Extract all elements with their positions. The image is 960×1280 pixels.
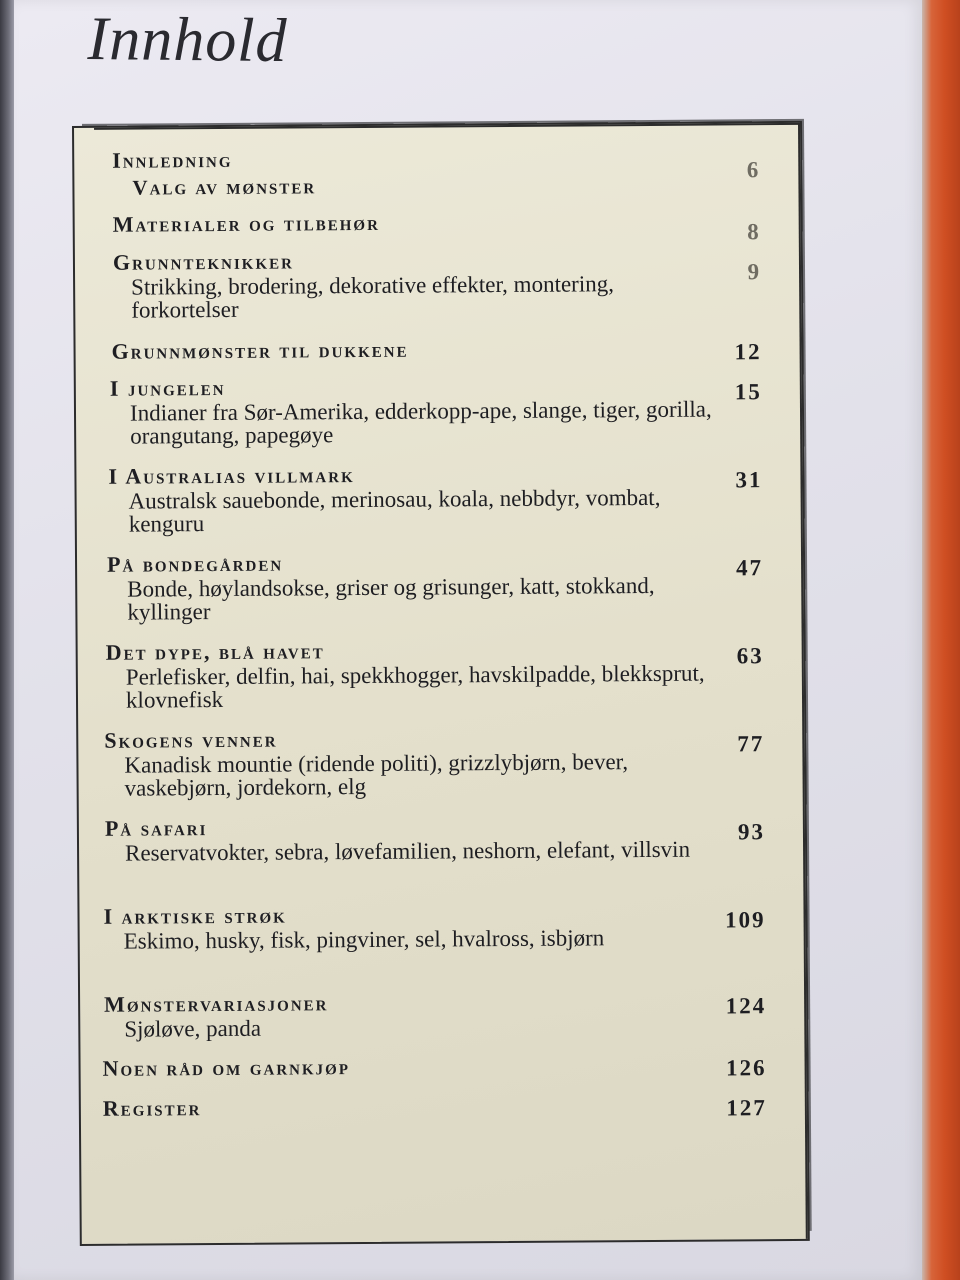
toc-entry-subtitle: Indianer fra Sør-Amerika, edderkopp-ape, slange, tiger, gorilla, orangutang, papegøye: [129, 396, 712, 449]
toc-entry-page: 124: [725, 993, 767, 1019]
toc-entry-title: Grunnteknikker: [112, 248, 295, 275]
toc-entry-title: Mønstervariasjoner: [104, 990, 329, 1017]
toc-entry: [74, 123, 800, 200]
toc-entry-subtitle: Australsk sauebonde, merinosau, koala, nebbdyr, vombat, kenguru: [128, 484, 661, 537]
toc-entry-title: Noen råd om garnkjøp: [102, 1054, 351, 1081]
table-of-contents: [72, 121, 810, 1246]
toc-entry-title: Innledning: [112, 146, 233, 173]
toc-entry-page: 93: [737, 819, 766, 845]
toc-entry-subtitle: Eskimo, husky, fisk, pingviner, sel, hvalross, isbjørn: [123, 925, 605, 954]
toc-entry-page: 47: [736, 555, 764, 581]
toc-entry-page: 15: [734, 379, 762, 405]
toc-entry-page: 77: [737, 731, 765, 757]
toc-entry-title: Materialer og tilbehør: [112, 209, 380, 237]
toc-entry-subtitle: Reservatvokter, sebra, løvefamilien, neshorn, elefant, villsvin: [124, 836, 691, 866]
page-title: Innhold: [87, 4, 288, 76]
toc-entry-page: 9: [747, 259, 762, 285]
toc-entry-title: På safari: [104, 815, 208, 841]
book-binding: [0, 0, 14, 1280]
toc-entry-page: 126: [726, 1055, 767, 1081]
toc-entry-title: Grunnmønster til dukkene: [111, 336, 409, 364]
toc-entry-subtitle: Bonde, høylandsokse, griser og grisunger, katt, stokkand, kyllinger: [127, 572, 655, 625]
toc-entry-page: 8: [747, 219, 761, 245]
toc-entry-page: 6: [746, 157, 761, 183]
book-page: [14, 0, 922, 1280]
toc-entry-subtitle: Sjøløve, panda: [124, 1015, 262, 1042]
toc-entry-title: I jungelen: [109, 374, 226, 401]
toc-entry-title: Register: [102, 1095, 202, 1121]
toc-entry-title: I arktiske strøk: [103, 902, 287, 929]
toc-entry-page: 12: [734, 339, 762, 365]
toc-entry-title: Skogens venner: [104, 726, 278, 753]
toc-entry-page: 127: [726, 1095, 767, 1121]
toc-entry-subtitle: Kanadisk mountie (ridende politi), grizzlybjørn, bever, vaskebjørn, jordekorn, elg: [124, 749, 629, 801]
book-cover-edge: [922, 0, 960, 1280]
toc-entry-page: 109: [724, 907, 766, 933]
toc-entry-title: I Australias villmark: [108, 462, 355, 489]
toc-entry-page: 31: [735, 467, 763, 493]
toc-entry-subtitle: Strikking, brodering, dekorative effekter, montering, forkortelser: [131, 271, 615, 323]
toc-entry-title: På bondegården: [106, 550, 284, 577]
toc-entry-subtitle: Valg av mønster: [132, 174, 317, 200]
toc-entry-title: Det dype, blå havet: [105, 638, 325, 665]
toc-entry-page: 63: [736, 643, 764, 669]
toc-entry-subtitle: Perlefisker, delfin, hai, spekkhogger, havskilpadde, blekksprut, klovnefisk: [125, 660, 705, 713]
